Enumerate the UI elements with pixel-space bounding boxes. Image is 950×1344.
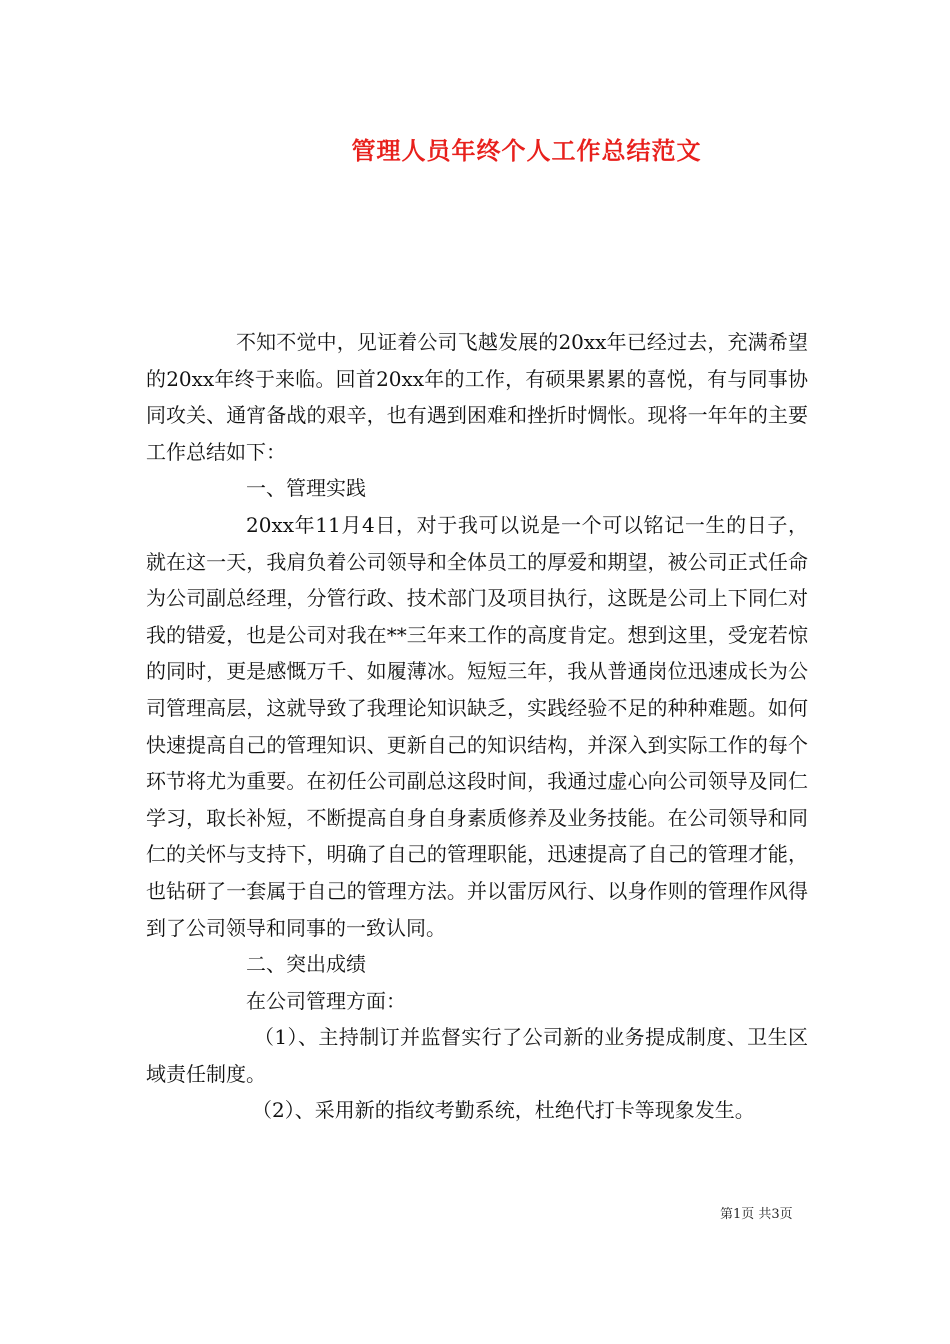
page-number-footer: 第1页 共3页 (720, 1207, 793, 1222)
document-title: 管理人员年终个人工作总结范文 (351, 136, 702, 165)
document-body (146, 324, 808, 1129)
intro-paragraph: 不知不觉中，见证着公司飞越发展的20xx年已经过去，充满希望的20xx年终于来临。回首20xx年的工作，有硕果累累的喜悦，有与同事协同攻关、通宵备战的艰辛，也有遇到困难和挫折时惆怅。现将一年年的主要工作总结如下： (146, 330, 808, 464)
list-item-2: （2）、采用新的指纹考勤系统，杜绝代打卡等现象发生。 (252, 1098, 755, 1123)
management-intro: 在公司管理方面： (246, 988, 406, 1013)
section-heading-achievements: 二、突出成绩 (246, 952, 366, 977)
section-heading-management-practice: 一、管理实践 (246, 476, 366, 501)
practice-paragraph: 20xx年11月4日，对于我可以说是一个可以铭记一生的日子，就在这一天，我肩负着公司领导和全体员工的厚爱和期望，被公司正式任命为公司副总经理，分管行政、技术部门及项目执行，这既是公司上下同仁对我的错爱，也是公司对我在**三年来工作的高度肯定。想到这里，受宠若惊的同时，更是感慨万千、如履薄冰。短短三年，我从普通岗位迅速成长为公司管理高层，这就导致了我理论知识缺乏，实践经验不足的种种难题。如何快速提高自己的管理知识、更新自己的知识结构，并深入到实际工作的每个环节将尤为重要。在初任公司副总这段时间，我通过虚心向公司领导及同仁学习，取长补短，不断提高自身自身素质修养及业务技能。在公司领导和同仁的关怀与支持下，明确了自己的管理职能，迅速提高了自己的管理才能，也钻研了一套属于自己的管理方法。并以雷厉风行、以身作则的管理作风得到了公司领导和同事的一致认同。 (146, 512, 808, 940)
list-item-1: （1）、主持制订并监督实行了公司新的业务提成制度、卫生区域责任制度。 (146, 1025, 808, 1086)
